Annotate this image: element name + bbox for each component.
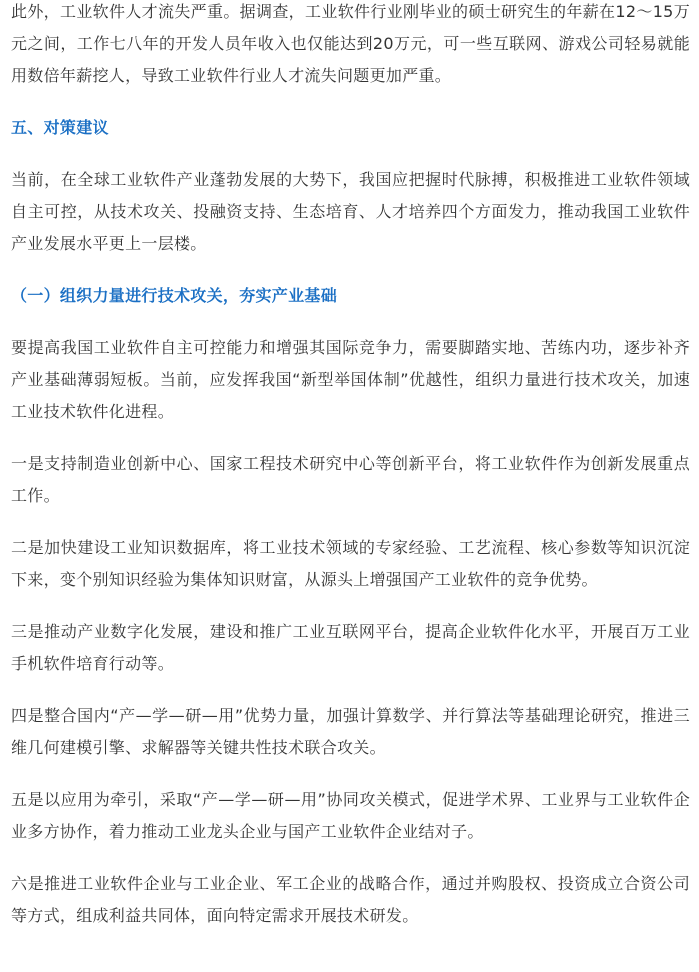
paragraph-gap [11,312,690,332]
paragraph-tech-research: 要提高我国工业软件自主可控能力和增强其国际竞争力，需要脚踏实地、苦练内功，逐步补齐产业基础薄弱短板。当前，应发挥我国“新型举国体制”优越性，组织力量进行技术攻关，加速工业技术软件化进程。 [11,338,690,421]
paragraph-point-two: 二是加快建设工业知识数据库，将工业技术领域的专家经验、工艺流程、核心参数等知识沉淀下来，变个别知识经验为集体知识财富，从源头上增强国产工业软件的竞争优势。 [11,538,690,589]
paragraph-point-three: 三是推动产业数字化发展，建设和推广工业互联网平台，提高企业软件化水平，开展百万工业手机软件培育行动等。 [11,622,690,673]
paragraph-gap [11,428,690,448]
paragraph-gap [11,680,690,700]
paragraph-gap [11,848,690,868]
paragraph-intro: 当前，在全球工业软件产业蓬勃发展的大势下，我国应把握时代脉搏，积极推进工业软件领域自主可控，从技术攻关、投融资支持、生态培育、人才培养四个方面发力，推动我国工业软件产业发展水平更上一层楼。 [11,170,690,253]
paragraph-point-one: 一是支持制造业创新中心、国家工程技术研究中心等创新平台，将工业软件作为创新发展重点工作。 [11,454,690,505]
paragraph-gap [11,596,690,616]
subsection-heading-tech-research: （一）组织力量进行技术攻关，夯实产业基础 [11,286,338,305]
paragraph-gap [11,512,690,532]
paragraph-gap [11,764,690,784]
paragraph-gap [11,92,690,112]
paragraph-point-six: 六是推进工业软件企业与工业企业、军工企业的战略合作，通过并购股权、投资成立合资公司等方式，组成利益共同体，面向特定需求开展技术研发。 [11,874,690,925]
paragraph-point-five: 五是以应用为牵引，采取“产—学—研—用”协同攻关模式，促进学术界、工业界与工业软件企业多方协作，着力推动工业龙头企业与国产工业软件企业结对子。 [11,790,690,841]
paragraph-gap [11,144,690,164]
paragraph-gap [11,260,690,280]
section-heading-countermeasures: 五、对策建议 [11,118,109,137]
paragraph-talent-loss: 此外，工业软件人才流失严重。据调查，工业软件行业刚毕业的硕士研究生的年薪在12～15万元之间，工作七八年的开发人员年收入也仅能达到20万元，可一些互联网、游戏公司轻易就能用数倍年薪挖人，导致工业软件行业人才流失问题更加严重。 [11,2,690,85]
paragraph-point-four: 四是整合国内“产—学—研—用”优势力量，加强计算数学、并行算法等基础理论研究，推进三维几何建模引擎、求解器等关键共性技术联合攻关。 [11,706,690,757]
